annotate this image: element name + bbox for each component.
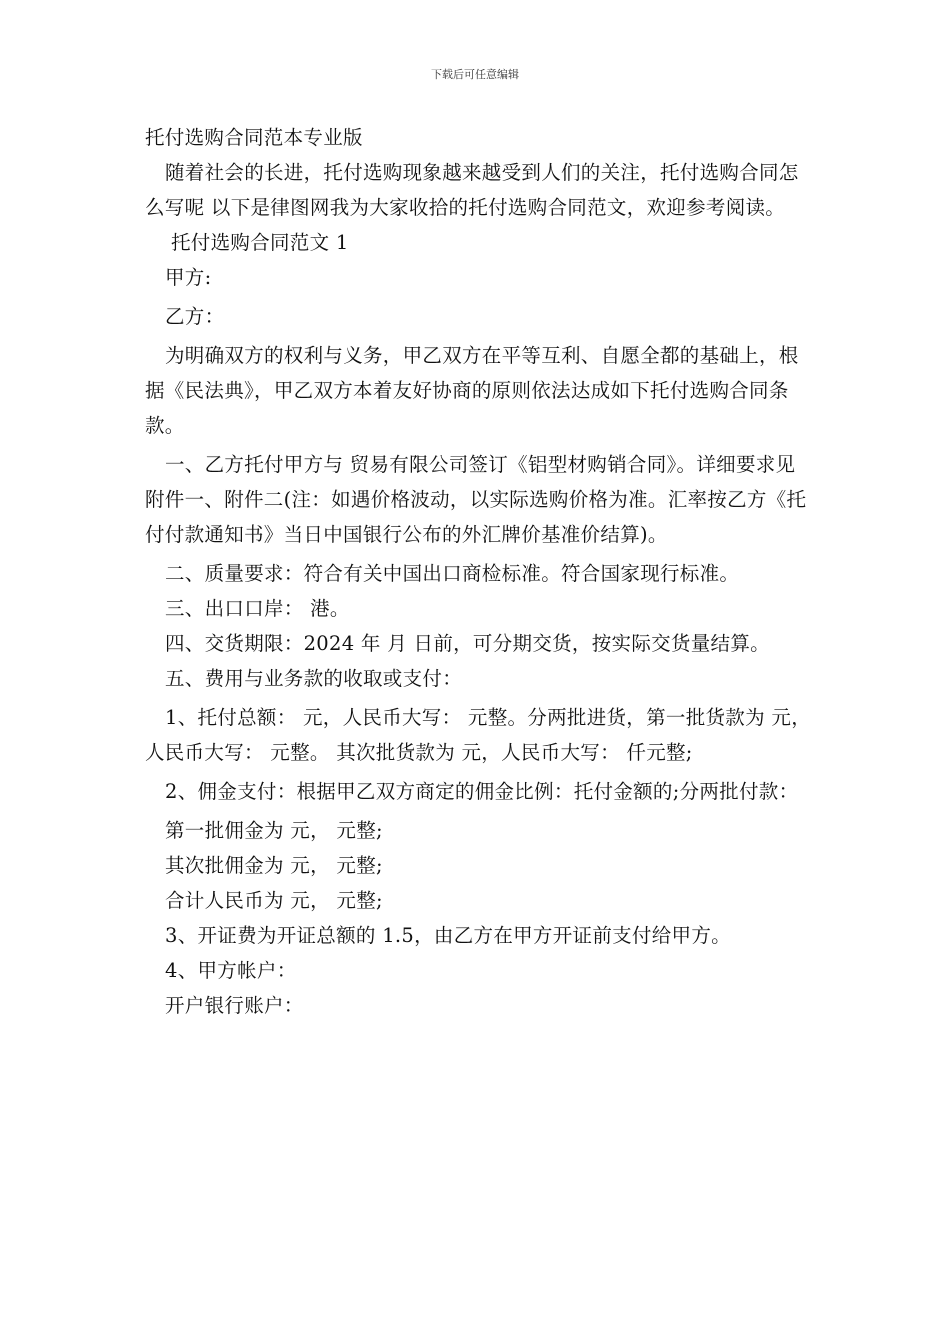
clause-5-item-3: 3、开证费为开证总额的 1.5，由乙方在甲方开证前支付给甲方。	[165, 924, 731, 947]
commission-first-batch: 第一批佣金为 元， 元整;	[165, 819, 383, 842]
page-header-note: 下载后可任意编辑	[431, 68, 519, 81]
preamble-paragraph: 为明确双方的权利与义务，甲乙双方在平等互利、自愿全都的基础上，根据《民法典》，甲乙双方本着友好协商的原则依法达成如下托付选购合同条款。	[145, 344, 799, 437]
clause-4: 四、交货期限：2024 年 月 日前，可分期交货，按实际交货量结算。	[165, 632, 770, 655]
commission-total: 合计人民币为 元， 元整;	[165, 889, 383, 912]
clause-5-item-1: 1、托付总额： 元，人民币大写： 元整。分两批进货，第一批货款为 元，人民币大写： 元整。 其次批货款为 元，人民币大写： 仟元整;	[145, 706, 812, 764]
bank-account-line: 开户银行账户：	[165, 994, 304, 1017]
commission-second-batch: 其次批佣金为 元， 元整;	[165, 854, 383, 877]
clause-3: 三、出口口岸： 港。	[165, 597, 350, 620]
document-title: 托付选购合同范本专业版	[145, 126, 363, 149]
clause-5-item-4: 4、甲方帐户：	[165, 959, 297, 982]
clause-2: 二、质量要求：符合有关中国出口商检标准。符合国家现行标准。	[165, 562, 740, 585]
clause-5-item-2: 2、佣金支付：根据甲乙双方商定的佣金比例：托付金额的;分两批付款：	[165, 780, 799, 803]
section-heading: 托付选购合同范文 1	[171, 231, 349, 254]
clause-1: 一、乙方托付甲方与 贸易有限公司签订《铝型材购销合同》。详细要求见附件一、附件二(注：如遇价格波动，以实际选购价格为准。汇率按乙方《托付付款通知书》当日中国银行公布的外汇牌价基准价结算)。	[145, 453, 807, 546]
party-a-line: 甲方:	[165, 266, 212, 289]
document-body	[145, 120, 815, 1023]
clause-5: 五、费用与业务款的收取或支付：	[165, 667, 463, 690]
party-b-line: 乙方：	[165, 305, 225, 328]
intro-paragraph: 随着社会的长进，托付选购现象越来越受到人们的关注，托付选购合同怎么写呢 以下是律图网我为大家收拾的托付选购合同范文，欢迎参考阅读。	[145, 161, 799, 219]
